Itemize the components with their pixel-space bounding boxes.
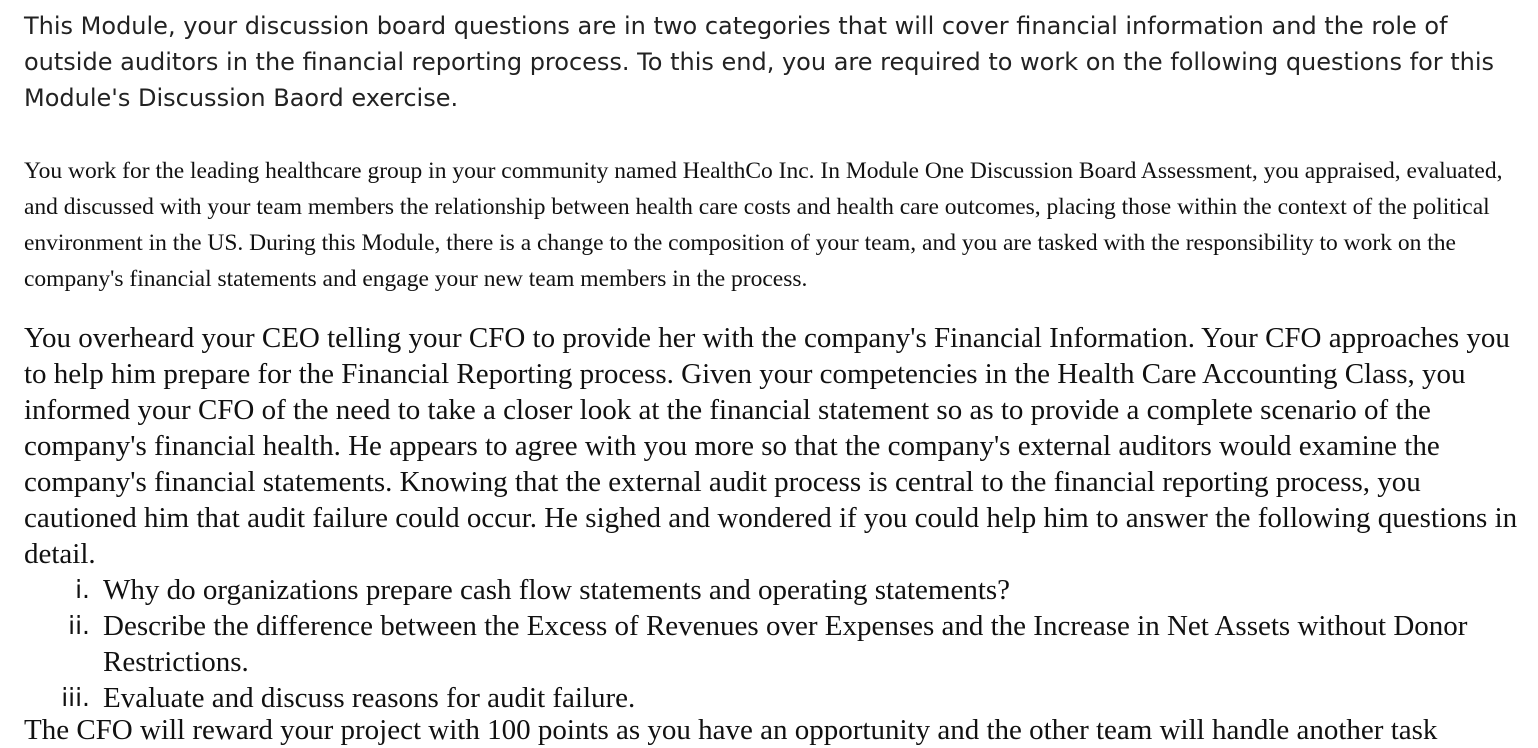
cutoff-paragraph: The CFO will reward your project with 100 points as you have an opportunity and the other team will handle another task: [24, 714, 1438, 746]
question-item: [0, 608, 1530, 680]
question-list: [0, 572, 1530, 716]
scenario-paragraph: You work for the leading healthcare group in your community named HealthCo Inc. In Module One Discussion Board Assessment, you appraised, evaluated, and discussed with your team members the relationship between health care costs and health care outcomes, placing those within the context of the political environment in the US. During this Module, there is a change to the composition of your team, and you are tasked with the responsibility to work on the company's financial statements and engage your new team members in the process.: [24, 158, 1503, 292]
question-text: Why do organizations prepare cash flow statements and operating statements?: [103, 574, 1011, 606]
question-number: i.: [75, 575, 90, 604]
intro-paragraph: This Module, your discussion board questions are in two categories that will cover financial information and the role of outside auditors in the financial reporting process. To this end, you are required to work on the following questions for this Module's Discussion Baord exercise.: [24, 12, 1495, 112]
question-item: [0, 680, 1530, 716]
task-paragraph: You overheard your CEO telling your CFO to provide her with the company's Financial Information. Your CFO approaches you to help him prepare for the Financial Reporting process. Given your competencies in the Health Care Accounting Class, you informed your CFO of the need to take a closer look at the financial statement so as to provide a complete scenario of the company's financial health. He appears to agree with you more so that the company's external auditors would examine the company's financial statements. Knowing that the external audit process is central to the financial reporting process, you cautioned him that audit failure could occur. He sighed and wondered if you could help him to answer the following questions in detail.: [24, 322, 1518, 570]
question-number: iii.: [61, 683, 90, 712]
question-item: [0, 572, 1530, 608]
question-number: ii.: [68, 611, 90, 640]
question-text: Evaluate and discuss reasons for audit failure.: [103, 682, 636, 714]
question-text: Describe the difference between the Excess of Revenues over Expenses and the Increase in Net Assets without Donor Restrictions.: [103, 610, 1468, 678]
